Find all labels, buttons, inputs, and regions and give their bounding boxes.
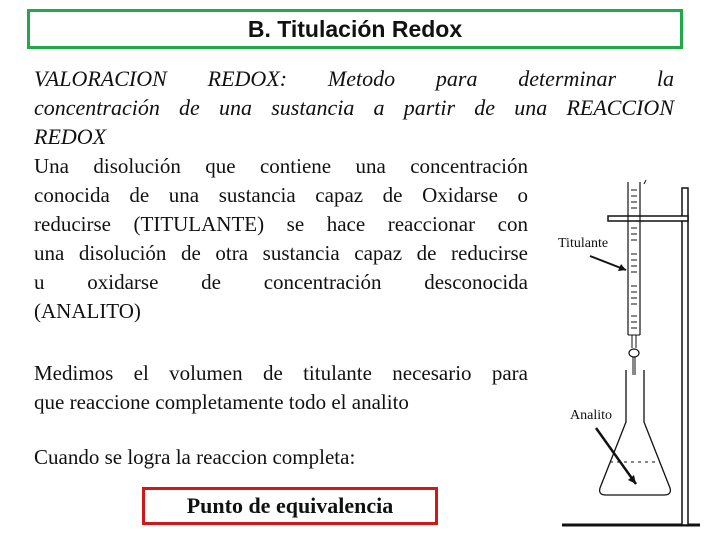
intro-definition	[34, 64, 674, 151]
titration-apparatus	[540, 170, 720, 545]
equivalence-point-label: Punto de equivalencia	[186, 493, 394, 518]
titulante-label: Titulante	[558, 236, 609, 251]
page-title: B. Titulación Redox	[247, 15, 463, 42]
analito-arrow	[596, 428, 636, 484]
stand-rod	[682, 188, 688, 525]
titulante-paragraph	[34, 152, 528, 326]
title-box	[27, 9, 683, 49]
paragraph-line: Una disolución que contiene una concentración	[34, 154, 528, 178]
paragraph-line: reducirse (TITULANTE) se hace reaccionar con	[34, 212, 528, 236]
burette	[628, 180, 646, 375]
paragraph-line: u oxidarse de concentración desconocida	[34, 270, 528, 294]
volume-paragraph	[34, 359, 528, 417]
burette-graduations	[631, 190, 637, 328]
equivalence-point-box	[142, 487, 438, 525]
paragraph-line: conocida de una sustancia capaz de Oxidarse o	[34, 183, 528, 207]
titration-apparatus-drawing	[540, 170, 720, 540]
intro-line: concentración de una sustancia a partir de una REACCION	[34, 95, 674, 120]
paragraph-line: (ANALITO)	[34, 299, 141, 323]
intro-line: VALORACION REDOX: Metodo para determinar la	[34, 66, 674, 91]
paragraph-line: una disolución de otra sustancia capaz de reducirse	[34, 241, 528, 265]
paragraph-line: Medimos el volumen de titulante necesario para	[34, 361, 528, 385]
analito-label: Analito	[570, 408, 612, 423]
erlenmeyer-flask	[600, 370, 671, 495]
completion-text: Cuando se logra la reaccion completa:	[34, 445, 356, 469]
clamp-arm	[608, 216, 688, 221]
intro-line: REDOX	[34, 124, 107, 149]
paragraph-line: que reaccione completamente todo el analito	[34, 390, 409, 414]
